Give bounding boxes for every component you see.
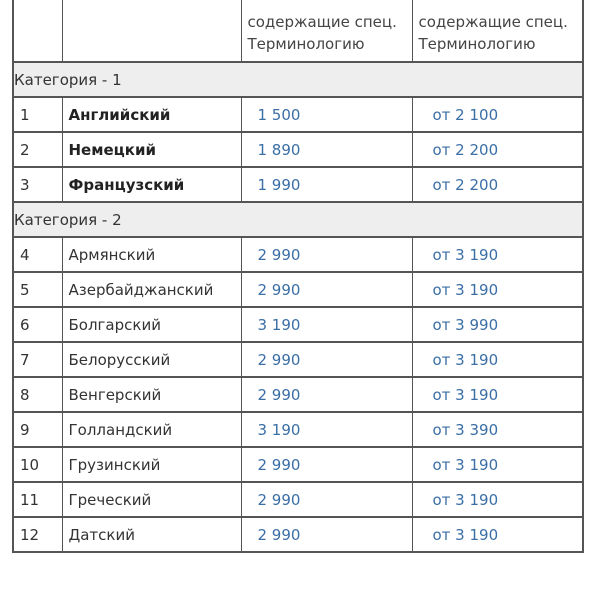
header-text: содержащие спец. <box>247 13 397 31</box>
table-row <box>13 272 583 307</box>
price-standard: 1 890 <box>241 132 412 167</box>
table-row <box>13 237 583 272</box>
row-number: 1 <box>13 97 62 132</box>
price-special: от 3 190 <box>412 517 583 552</box>
row-number: 4 <box>13 237 62 272</box>
table-row <box>13 342 583 377</box>
category-label: Категория - 2 <box>13 202 583 237</box>
category-row <box>13 62 583 97</box>
row-number: 10 <box>13 447 62 482</box>
price-special: от 3 190 <box>412 272 583 307</box>
row-number: 11 <box>13 482 62 517</box>
price-special: от 3 990 <box>412 307 583 342</box>
price-standard: 3 190 <box>241 307 412 342</box>
row-number: 3 <box>13 167 62 202</box>
language-name: Белорусский <box>62 342 241 377</box>
table-row <box>13 447 583 482</box>
price-standard: 2 990 <box>241 237 412 272</box>
row-number: 6 <box>13 307 62 342</box>
price-standard: 1 990 <box>241 167 412 202</box>
language-name: Голландский <box>62 412 241 447</box>
header-lang <box>62 0 241 62</box>
language-name: Армянский <box>62 237 241 272</box>
price-special: от 3 390 <box>412 412 583 447</box>
price-special: от 3 190 <box>412 342 583 377</box>
price-special: от 3 190 <box>412 237 583 272</box>
price-special: от 3 190 <box>412 447 583 482</box>
price-standard: 1 500 <box>241 97 412 132</box>
price-special: от 3 190 <box>412 377 583 412</box>
table-row <box>13 167 583 202</box>
row-number: 9 <box>13 412 62 447</box>
header-num <box>13 0 62 62</box>
table-row <box>13 412 583 447</box>
language-name: Датский <box>62 517 241 552</box>
table-row <box>13 97 583 132</box>
table-row <box>13 132 583 167</box>
table-row <box>13 482 583 517</box>
price-standard: 3 190 <box>241 412 412 447</box>
price-standard: 2 990 <box>241 447 412 482</box>
language-name: Французский <box>62 167 241 202</box>
language-name: Болгарский <box>62 307 241 342</box>
header-text: Терминологию <box>418 35 536 53</box>
language-name: Грузинский <box>62 447 241 482</box>
language-name: Азербайджанский <box>62 272 241 307</box>
row-number: 2 <box>13 132 62 167</box>
table-row <box>13 517 583 552</box>
price-special: от 2 200 <box>412 167 583 202</box>
header-col4 <box>412 0 583 62</box>
row-number: 7 <box>13 342 62 377</box>
price-standard: 2 990 <box>241 377 412 412</box>
row-number: 5 <box>13 272 62 307</box>
row-number: 8 <box>13 377 62 412</box>
language-name: Венгерский <box>62 377 241 412</box>
price-special: от 2 200 <box>412 132 583 167</box>
price-standard: 2 990 <box>241 272 412 307</box>
table-row <box>13 377 583 412</box>
table-header <box>13 0 583 62</box>
price-special: от 2 100 <box>412 97 583 132</box>
price-special: от 3 190 <box>412 482 583 517</box>
price-table <box>12 0 584 553</box>
category-label: Категория - 1 <box>13 62 583 97</box>
language-name: Английский <box>62 97 241 132</box>
header-col3 <box>241 0 412 62</box>
language-name: Немецкий <box>62 132 241 167</box>
row-number: 12 <box>13 517 62 552</box>
price-standard: 2 990 <box>241 482 412 517</box>
header-text: содержащие спец. <box>418 13 568 31</box>
price-standard: 2 990 <box>241 342 412 377</box>
language-name: Греческий <box>62 482 241 517</box>
table-row <box>13 307 583 342</box>
header-text: Терминологию <box>247 35 365 53</box>
category-row <box>13 202 583 237</box>
price-standard: 2 990 <box>241 517 412 552</box>
